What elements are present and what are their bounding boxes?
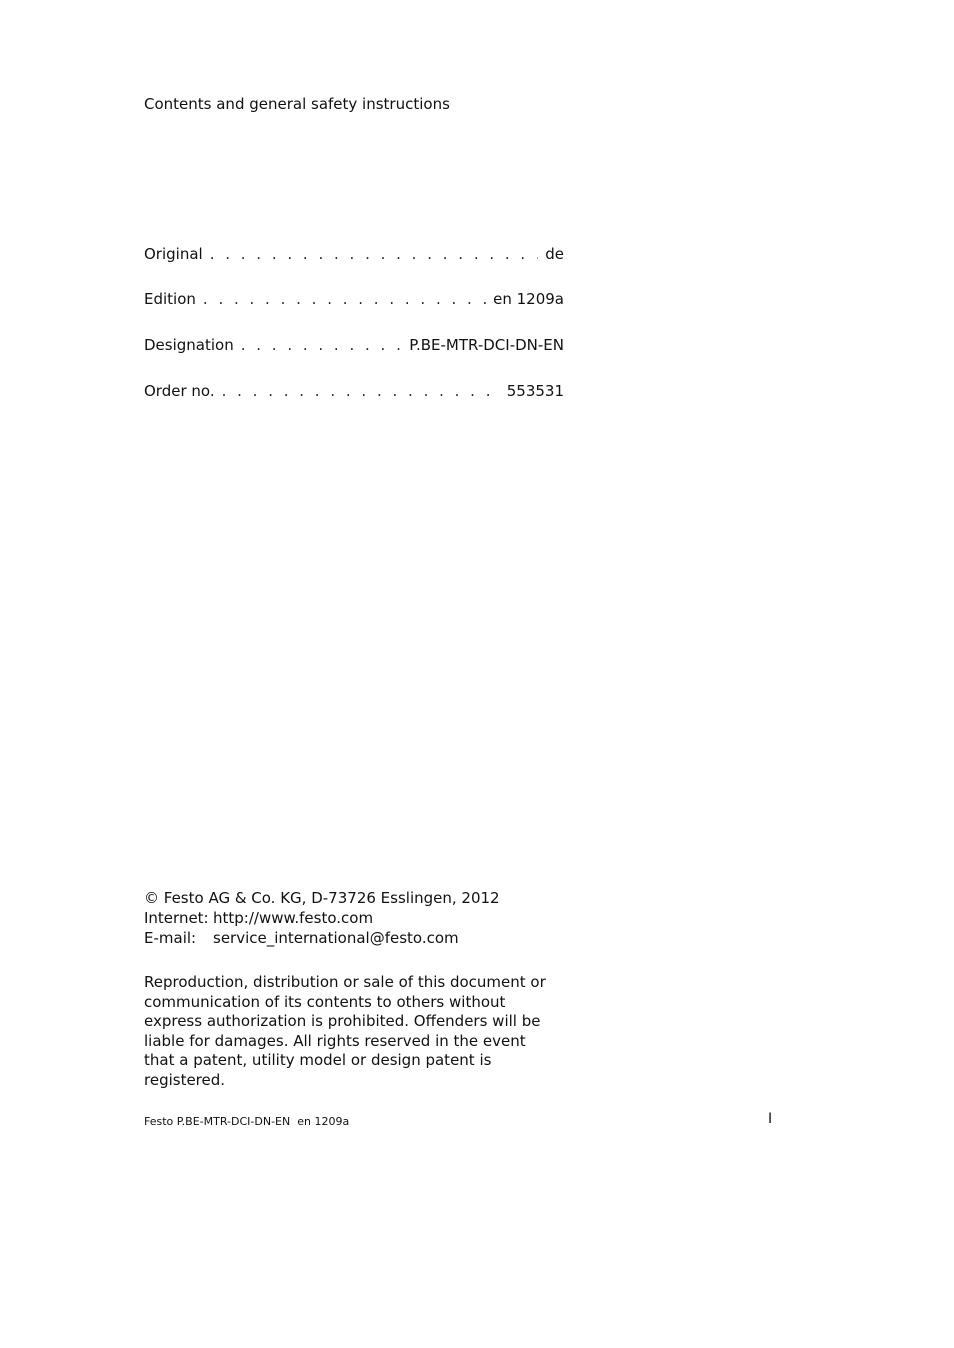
dot-leader [222, 382, 500, 400]
email-line [144, 928, 500, 948]
metadata-value: P.BE-MTR-DCI-DN-EN [409, 336, 564, 354]
metadata-value: 553531 [506, 382, 564, 400]
metadata-label: Designation [144, 336, 234, 354]
metadata-label: Edition [144, 290, 196, 308]
metadata-value: en 1209a [493, 290, 564, 308]
dot-leader [210, 245, 539, 263]
metadata-value: de [545, 245, 564, 263]
metadata-row-edition [144, 290, 564, 308]
dot-leader [203, 290, 486, 308]
metadata-row-original [144, 245, 564, 263]
page-header-title: Contents and general safety instructions [144, 95, 450, 113]
copyright-block [144, 888, 500, 948]
footer-doc-reference: Festo P.BE-MTR-DCI-DN-EN en 1209a [144, 1115, 350, 1128]
internet-link[interactable]: http://www.festo.com [213, 909, 374, 927]
metadata-label: Original [144, 245, 203, 263]
copyright-line: © Festo AG & Co. KG, D-73726 Esslingen, 2012 [144, 889, 500, 907]
metadata-label: Order no. [144, 382, 215, 400]
internet-line [144, 908, 500, 928]
page-number: I [768, 1111, 773, 1127]
email-label: E-mail: [144, 929, 197, 947]
legal-notice: Reproduction, distribution or sale of this document or communication of its contents to others without express authorization is prohibited. Offenders will be liable for damages. All rights reserved in the event that a patent, utility model or design patent is registered. [144, 973, 546, 1089]
email-link[interactable]: service_international@festo.com [213, 929, 459, 947]
internet-label: Internet: [144, 909, 209, 927]
metadata-row-order-no [144, 382, 564, 400]
metadata-row-designation [144, 336, 564, 354]
dot-leader [241, 336, 403, 354]
